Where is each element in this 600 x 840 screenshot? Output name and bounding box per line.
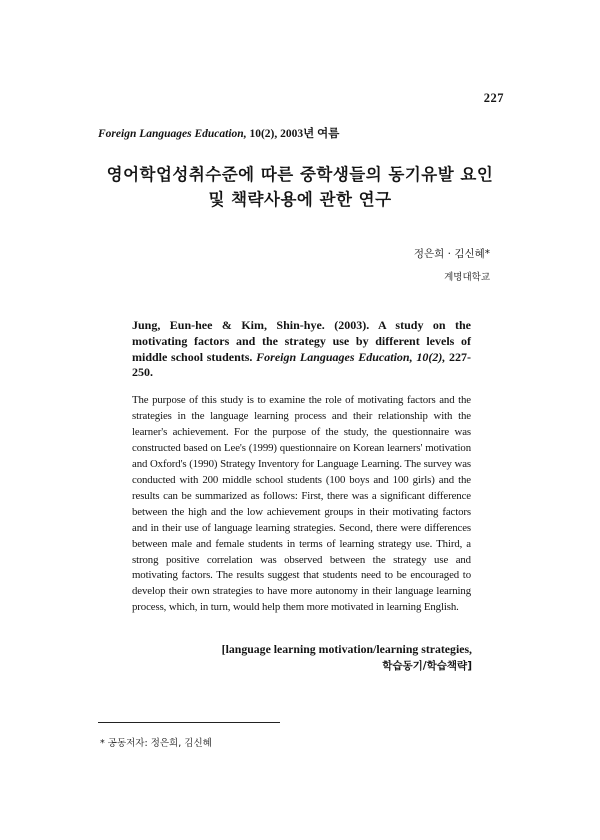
footnote-divider [98,722,280,723]
author-names: 정은희 · 김신혜* [413,248,490,260]
keywords [222,641,472,675]
page-number: 227 [483,91,504,105]
citation-journal: Foreign Languages Education, [256,349,413,364]
journal-volume: 10(2), [249,128,278,140]
citation [132,318,471,381]
footnote: * 공동저자: 정은희, 김신혜 [100,738,212,749]
paper-title-line-1: 영어학업성취수준에 따른 중학생들의 동기유발 요인 [106,165,494,184]
citation-volume: 10(2), [416,349,446,364]
paper-title [60,162,540,212]
author-block [414,246,490,283]
author-affiliation: 계명대학교 [444,272,490,283]
journal-year-season: 2003년 여름 [280,128,340,140]
journal-name: Foreign Languages Education, [98,128,247,140]
citation-pages: 227-250. [132,349,472,380]
journal-header [98,125,339,141]
keywords-english: [language learning motivation/learning strategies, [221,642,472,656]
keywords-korean: 학습동기/학습책략] [382,660,472,672]
abstract: The purpose of this study is to examine the role of motivating factors and the strategies in the language learning process and their relationship with the learner's achievement. For the purpose of the study, the questionnaire was constructed based on Lee's (1999) questionnaire on Korean learners' motivation and Oxford's (1990) Strategy Inventory for Language Learning. The survey was conducted with 200 middle school students (100 boys and 100 girls) and the results can be summarized as follows: First, there was a significant difference between the high and the low achievement groups in their motivating factors and in their use of language learning strategies. Second, there were differences between male and female students in terms of learning strategy use. Third, a strong positive correlation was observed between the strategy use and motivating factors. The results suggest that students need to be encouraged to develop their own strategies to have more autonomy in their language learning process, which, in turn, would help them more motivated in learning English. [132,394,471,614]
paper-title-line-2: 및 책략사용에 관한 연구 [208,190,392,209]
citation-main: Jung, Eun-hee & Kim, Shin-hye. (2003). A study on the motivating factors and the strategy use by different levels of middle school students. [132,318,471,364]
